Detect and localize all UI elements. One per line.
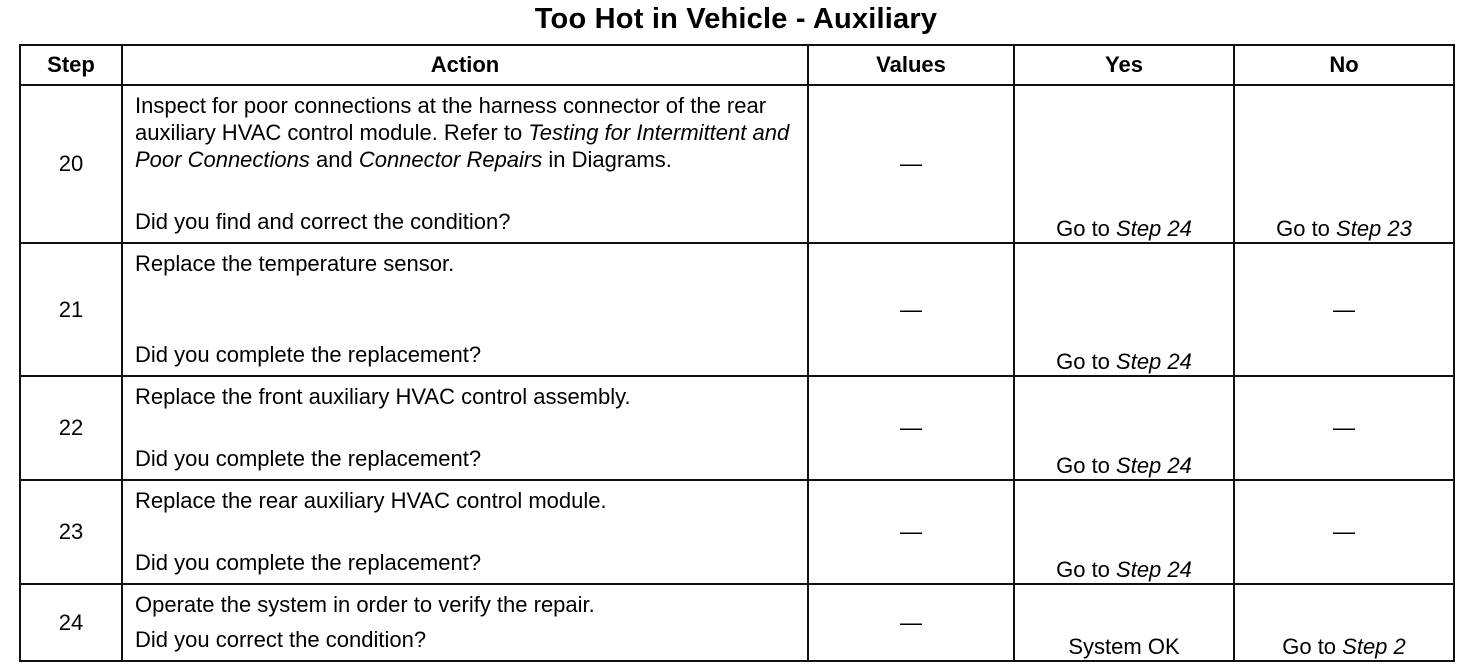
no-cell-text: Go to (1282, 634, 1343, 659)
no-cell (1234, 85, 1454, 243)
instruction-text: Replace the rear auxiliary HVAC control module. (135, 488, 607, 513)
doc-reference: Connector Repairs (358, 147, 543, 172)
action-question: Did you complete the replacement? (135, 342, 482, 367)
yes-cell (1014, 85, 1234, 243)
instruction-text: and (309, 147, 359, 172)
action-instruction (135, 591, 795, 618)
step-link[interactable]: Step 24 (1116, 216, 1192, 241)
action-instruction (135, 92, 795, 173)
step-number: 21 (20, 243, 122, 376)
values-cell: — (808, 85, 1014, 243)
table-header-row (20, 45, 1454, 85)
instruction-text: Inspect for poor connections at the harness connector of the rear auxiliary HVAC control module. Refer to (135, 93, 767, 145)
yes-cell-text: Go to (1056, 557, 1117, 582)
action-cell (122, 584, 808, 661)
table-row (20, 376, 1454, 480)
page-title: Too Hot in Vehicle - Auxiliary (534, 3, 938, 35)
step-number: 22 (20, 376, 122, 480)
action-instruction (135, 487, 795, 514)
header-action: Action (122, 45, 808, 85)
step-link[interactable]: Step 24 (1116, 349, 1192, 374)
no-cell-text: — (1333, 296, 1355, 322)
step-link[interactable]: Step 2 (1342, 634, 1406, 659)
header-values: Values (808, 45, 1014, 85)
yes-cell (1014, 376, 1234, 480)
header-no: No (1234, 45, 1454, 85)
values-cell: — (808, 480, 1014, 584)
no-cell-text: Go to (1276, 216, 1337, 241)
instruction-text: Replace the temperature sensor. (135, 251, 455, 276)
yes-cell (1014, 243, 1234, 376)
table-row (20, 584, 1454, 661)
header-yes: Yes (1014, 45, 1234, 85)
diagnostic-table (19, 44, 1455, 662)
no-cell-text: — (1333, 415, 1355, 440)
instruction-text: in Diagrams. (542, 147, 672, 172)
action-cell (122, 243, 808, 376)
instruction-text: Operate the system in order to verify the repair. (135, 592, 595, 617)
step-number: 23 (20, 480, 122, 584)
step-link[interactable]: Step 23 (1336, 216, 1412, 241)
action-question: Did you complete the replacement? (135, 446, 482, 471)
yes-cell (1014, 480, 1234, 584)
yes-cell-text: Go to (1056, 216, 1117, 241)
action-instruction (135, 250, 795, 277)
no-cell (1234, 480, 1454, 584)
table-row (20, 85, 1454, 243)
values-cell: — (808, 376, 1014, 480)
action-cell (122, 376, 808, 480)
no-cell (1234, 584, 1454, 661)
yes-cell-text: Go to (1056, 349, 1117, 374)
yes-cell (1014, 584, 1234, 661)
table-row (20, 480, 1454, 584)
yes-cell-text: System OK (1068, 634, 1180, 659)
action-question: Did you find and correct the condition? (135, 209, 511, 234)
table-row (20, 243, 1454, 376)
no-cell (1234, 243, 1454, 376)
values-cell: — (808, 243, 1014, 376)
header-step: Step (20, 45, 122, 85)
values-cell: — (808, 584, 1014, 661)
action-cell (122, 85, 808, 243)
no-cell-text: — (1333, 519, 1355, 544)
action-question: Did you correct the condition? (135, 627, 427, 652)
step-number: 24 (20, 584, 122, 661)
step-link[interactable]: Step 24 (1116, 557, 1192, 582)
doc-reference: Testing for Intermittent and Poor Connections (135, 120, 790, 172)
step-number: 20 (20, 85, 122, 243)
action-cell (122, 480, 808, 584)
instruction-text: Replace the front auxiliary HVAC control assembly. (135, 384, 631, 409)
action-question: Did you complete the replacement? (135, 550, 482, 575)
action-instruction (135, 383, 795, 410)
step-link[interactable]: Step 24 (1116, 453, 1192, 478)
yes-cell-text: Go to (1056, 453, 1117, 478)
no-cell (1234, 376, 1454, 480)
